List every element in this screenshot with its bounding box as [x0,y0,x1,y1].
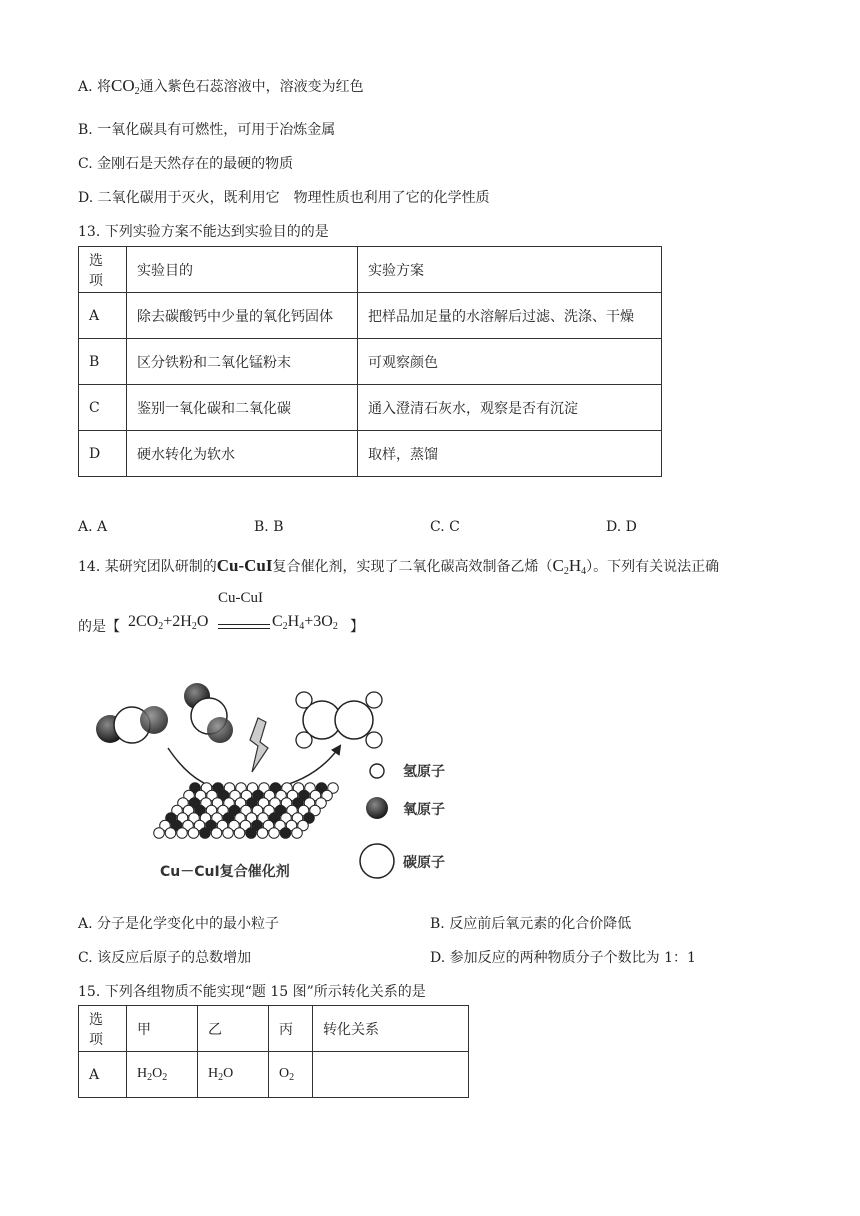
table-cell: $H_2O_2$ [127,1052,198,1098]
q13-stem: 13. 下列实验方案不能达到实验目的的是 [78,224,329,240]
oxygen-legend-icon [366,797,388,819]
lattice-atom [177,828,188,839]
arrow-out-icon [275,746,340,788]
diagram-caption: Cu－CuI复合催化剂 [160,864,290,880]
table-cell: 通入澄清石灰水，观察是否有沉淀 [358,385,662,431]
table-cell: 取样，蒸馏 [358,431,662,477]
equals-line-top [218,624,270,625]
table-header: 丙 [269,1006,313,1052]
lattice-atom [269,828,280,839]
legend-oxygen: 氧原子 [403,802,445,818]
carbon-legend-icon [360,844,394,878]
q13-option-d: D. D [606,519,637,535]
table-row [79,385,662,431]
q14-option-b: B. 反应前后氧元素的化合价降低 [430,916,632,932]
table-header: 实验方案 [358,247,662,293]
co2-molecule [96,706,168,743]
table-row [79,431,662,477]
table-row [79,339,662,385]
table-cell: D [79,431,127,477]
q14-bracket-close: 】 [350,619,364,635]
table-cell [313,1052,469,1098]
lattice-atom [223,828,234,839]
table-header: 乙 [198,1006,269,1052]
q13-option-c: C. C [430,519,460,535]
q14-stem: 14. 某研究团队研制的Cu-CuI复合催化剂，实现了二氧化碳高效制备乙烯$(C_2H_4)$。下列有关说法正确 [78,556,720,577]
lightning-icon [250,718,268,772]
reaction-products: $C_2H_4+3O_2$ [272,613,338,632]
lattice-atom [154,828,165,839]
table-cell: A [79,1052,127,1098]
table-cell: $H_2O$ [198,1052,269,1098]
lattice-atom [280,828,291,839]
lattice-atom [246,828,257,839]
q12-option-a: A. 将$CO_2$通入紫色石蕊溶液中，溶液变为红色 [78,76,364,97]
table-header: 甲 [127,1006,198,1052]
equals-line-bottom [218,628,270,629]
q13-option-b: B. B [254,519,284,535]
table-row [79,247,662,293]
q15-stem: 15. 下列各组物质不能实现“题 15 图”所示转化关系的是 [78,984,426,1000]
lattice-atom [292,828,303,839]
table-cell: $O_2$ [269,1052,313,1098]
q13-table [78,246,662,477]
table-cell: 鉴别一氧化碳和二氧化碳 [127,385,358,431]
q14-option-c: C. 该反应后原子的总数增加 [78,950,252,966]
table-row [79,1052,469,1098]
table-cell: B [79,339,127,385]
table-cell: C [79,385,127,431]
table-cell: 除去碳酸钙中少量的氧化钙固体 [127,293,358,339]
table-cell: 区分铁粉和二氧化锰粉末 [127,339,358,385]
q15-table [78,1005,469,1098]
lattice-atom [165,828,176,839]
table-header: 转化关系 [313,1006,469,1052]
q12-option-d: D. 二氧化碳用于灭火，既利用它 物理性质也利用了它的化学性质 [78,190,490,206]
lattice-atom [234,828,245,839]
table-header: 实验目的 [127,247,358,293]
lattice-atom [257,828,268,839]
hydrogen-legend-icon [370,764,384,778]
table-cell: 可观察颜色 [358,339,662,385]
q14-stem-line2: 的是【 [78,619,120,635]
q12-option-c: C. 金刚石是天然存在的最硬的物质 [78,156,294,172]
reaction-equation: $2CO_2+2H_2O$ [128,613,209,632]
q14-option-a: A. 分子是化学变化中的最小粒子 [78,916,280,932]
table-header: 选项 [79,247,127,293]
table-header: 选项 [79,1006,127,1052]
catalyst-diagram [90,668,470,890]
reaction-condition: Cu-CuI [218,590,263,606]
co2-molecule [184,683,233,743]
table-cell: 硬水转化为软水 [127,431,358,477]
lattice-atom [200,828,211,839]
q12-option-b: B. 一氧化碳具有可燃性，可用于冶炼金属 [78,122,336,138]
ethylene-molecule [296,692,382,748]
table-row [79,293,662,339]
table-row [79,1006,469,1052]
catalyst-lattice [154,783,339,839]
table-cell: A [79,293,127,339]
table-cell: 把样品加足量的水溶解后过滤、洗涤、干燥 [358,293,662,339]
lattice-atom [211,828,222,839]
q14-option-d: D. 参加反应的两种物质分子个数比为 1：1 [430,950,696,966]
q13-option-a: A. A [78,519,108,535]
legend-hydrogen: 氢原子 [403,764,445,780]
legend-carbon: 碳原子 [403,855,445,871]
lattice-atom [188,828,199,839]
legend [360,763,445,878]
